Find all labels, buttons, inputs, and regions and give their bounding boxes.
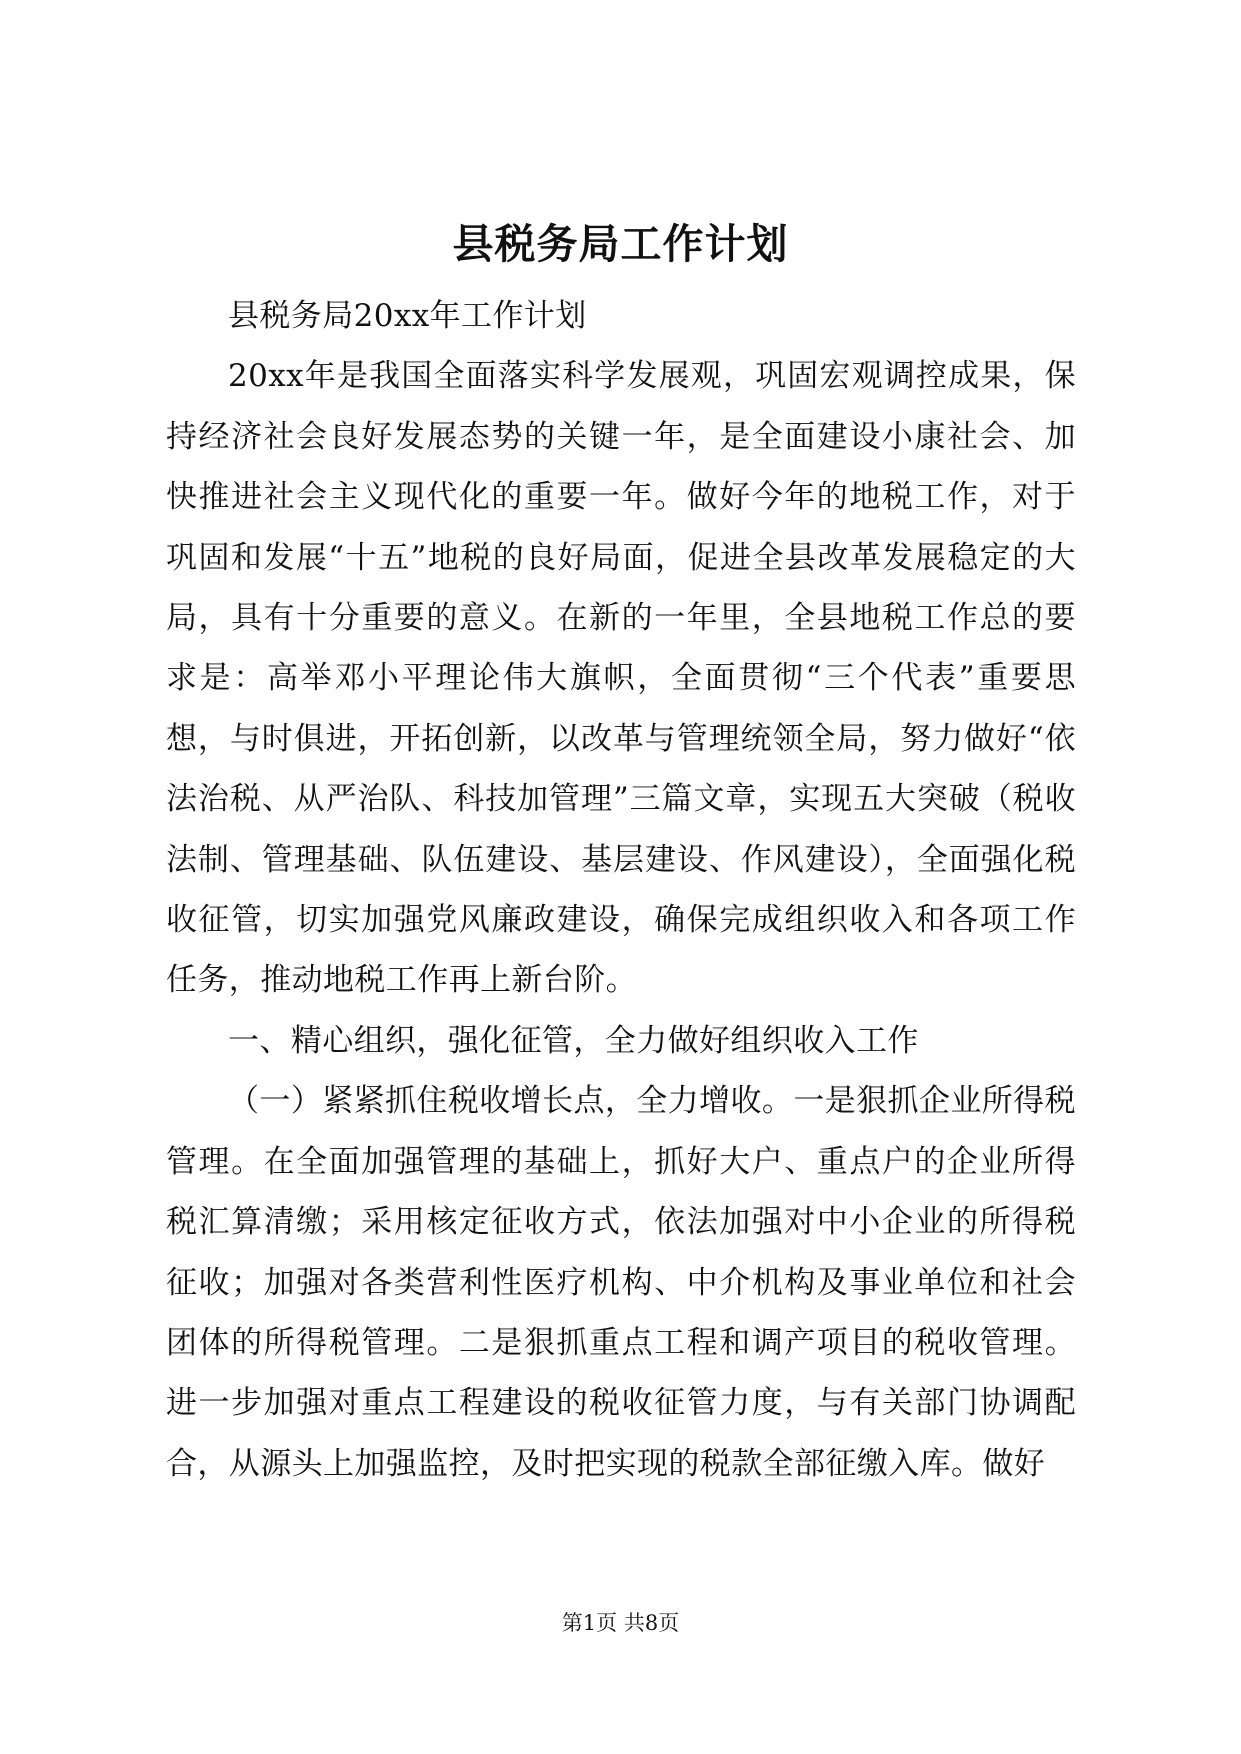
paragraph-section-1-1: （一）紧紧抓住税收增长点，全力增收。一是狠抓企业所得税管理。在全面加强管理的基础上，抓好大户、重点户的企业所得税汇算清缴；采用核定征收方式，依法加强对中小企业的所得税征收；加强对各类营利性医疗机构、中介机构及事业单位和社会团体的所得税管理。二是狠抓重点工程和调产项目的税收管理。进一步加强对重点工程建设的税收征管力度，与有关部门协调配合，从源头上加强监控，及时把实现的税款全部征缴入库。做好 (166, 1083, 1076, 1482)
paragraph-intro: 20xx年是我国全面落实科学发展观，巩固宏观调控成果，保持经济社会良好发展态势的关键一年，是全面建设小康社会、加快推进社会主义现代化的重要一年。做好今年的地税工作，对于巩固和发展“十五”地税的良好局面，促进全县改革发展稳定的大局，具有十分重要的意义。在新的一年里，全县地税工作总的要求是：高举邓小平理论伟大旗帜，全面贯彻“三个代表”重要思想，与时俱进，开拓创新，以改革与管理统领全局，努力做好“依法治税、从严治队、科技加管理”三篇文章，实现五大突破（税收法制、管理基础、队伍建设、基层建设、作风建设），全面强化税收征管，切实加强党风廉政建设，确保完成组织收入和各项工作任务，推动地税工作再上新台阶。 (166, 358, 1076, 999)
page-footer: 第1页 共8页 (561, 1611, 680, 1635)
paragraph-subtitle: 县税务局20xx年工作计划 (228, 298, 587, 334)
section-heading-1: 一、精心组织，强化征管，全力做好组织收入工作 (228, 1022, 919, 1059)
document-title: 县税务局工作计划 (452, 220, 789, 268)
document-body (166, 286, 1076, 1494)
